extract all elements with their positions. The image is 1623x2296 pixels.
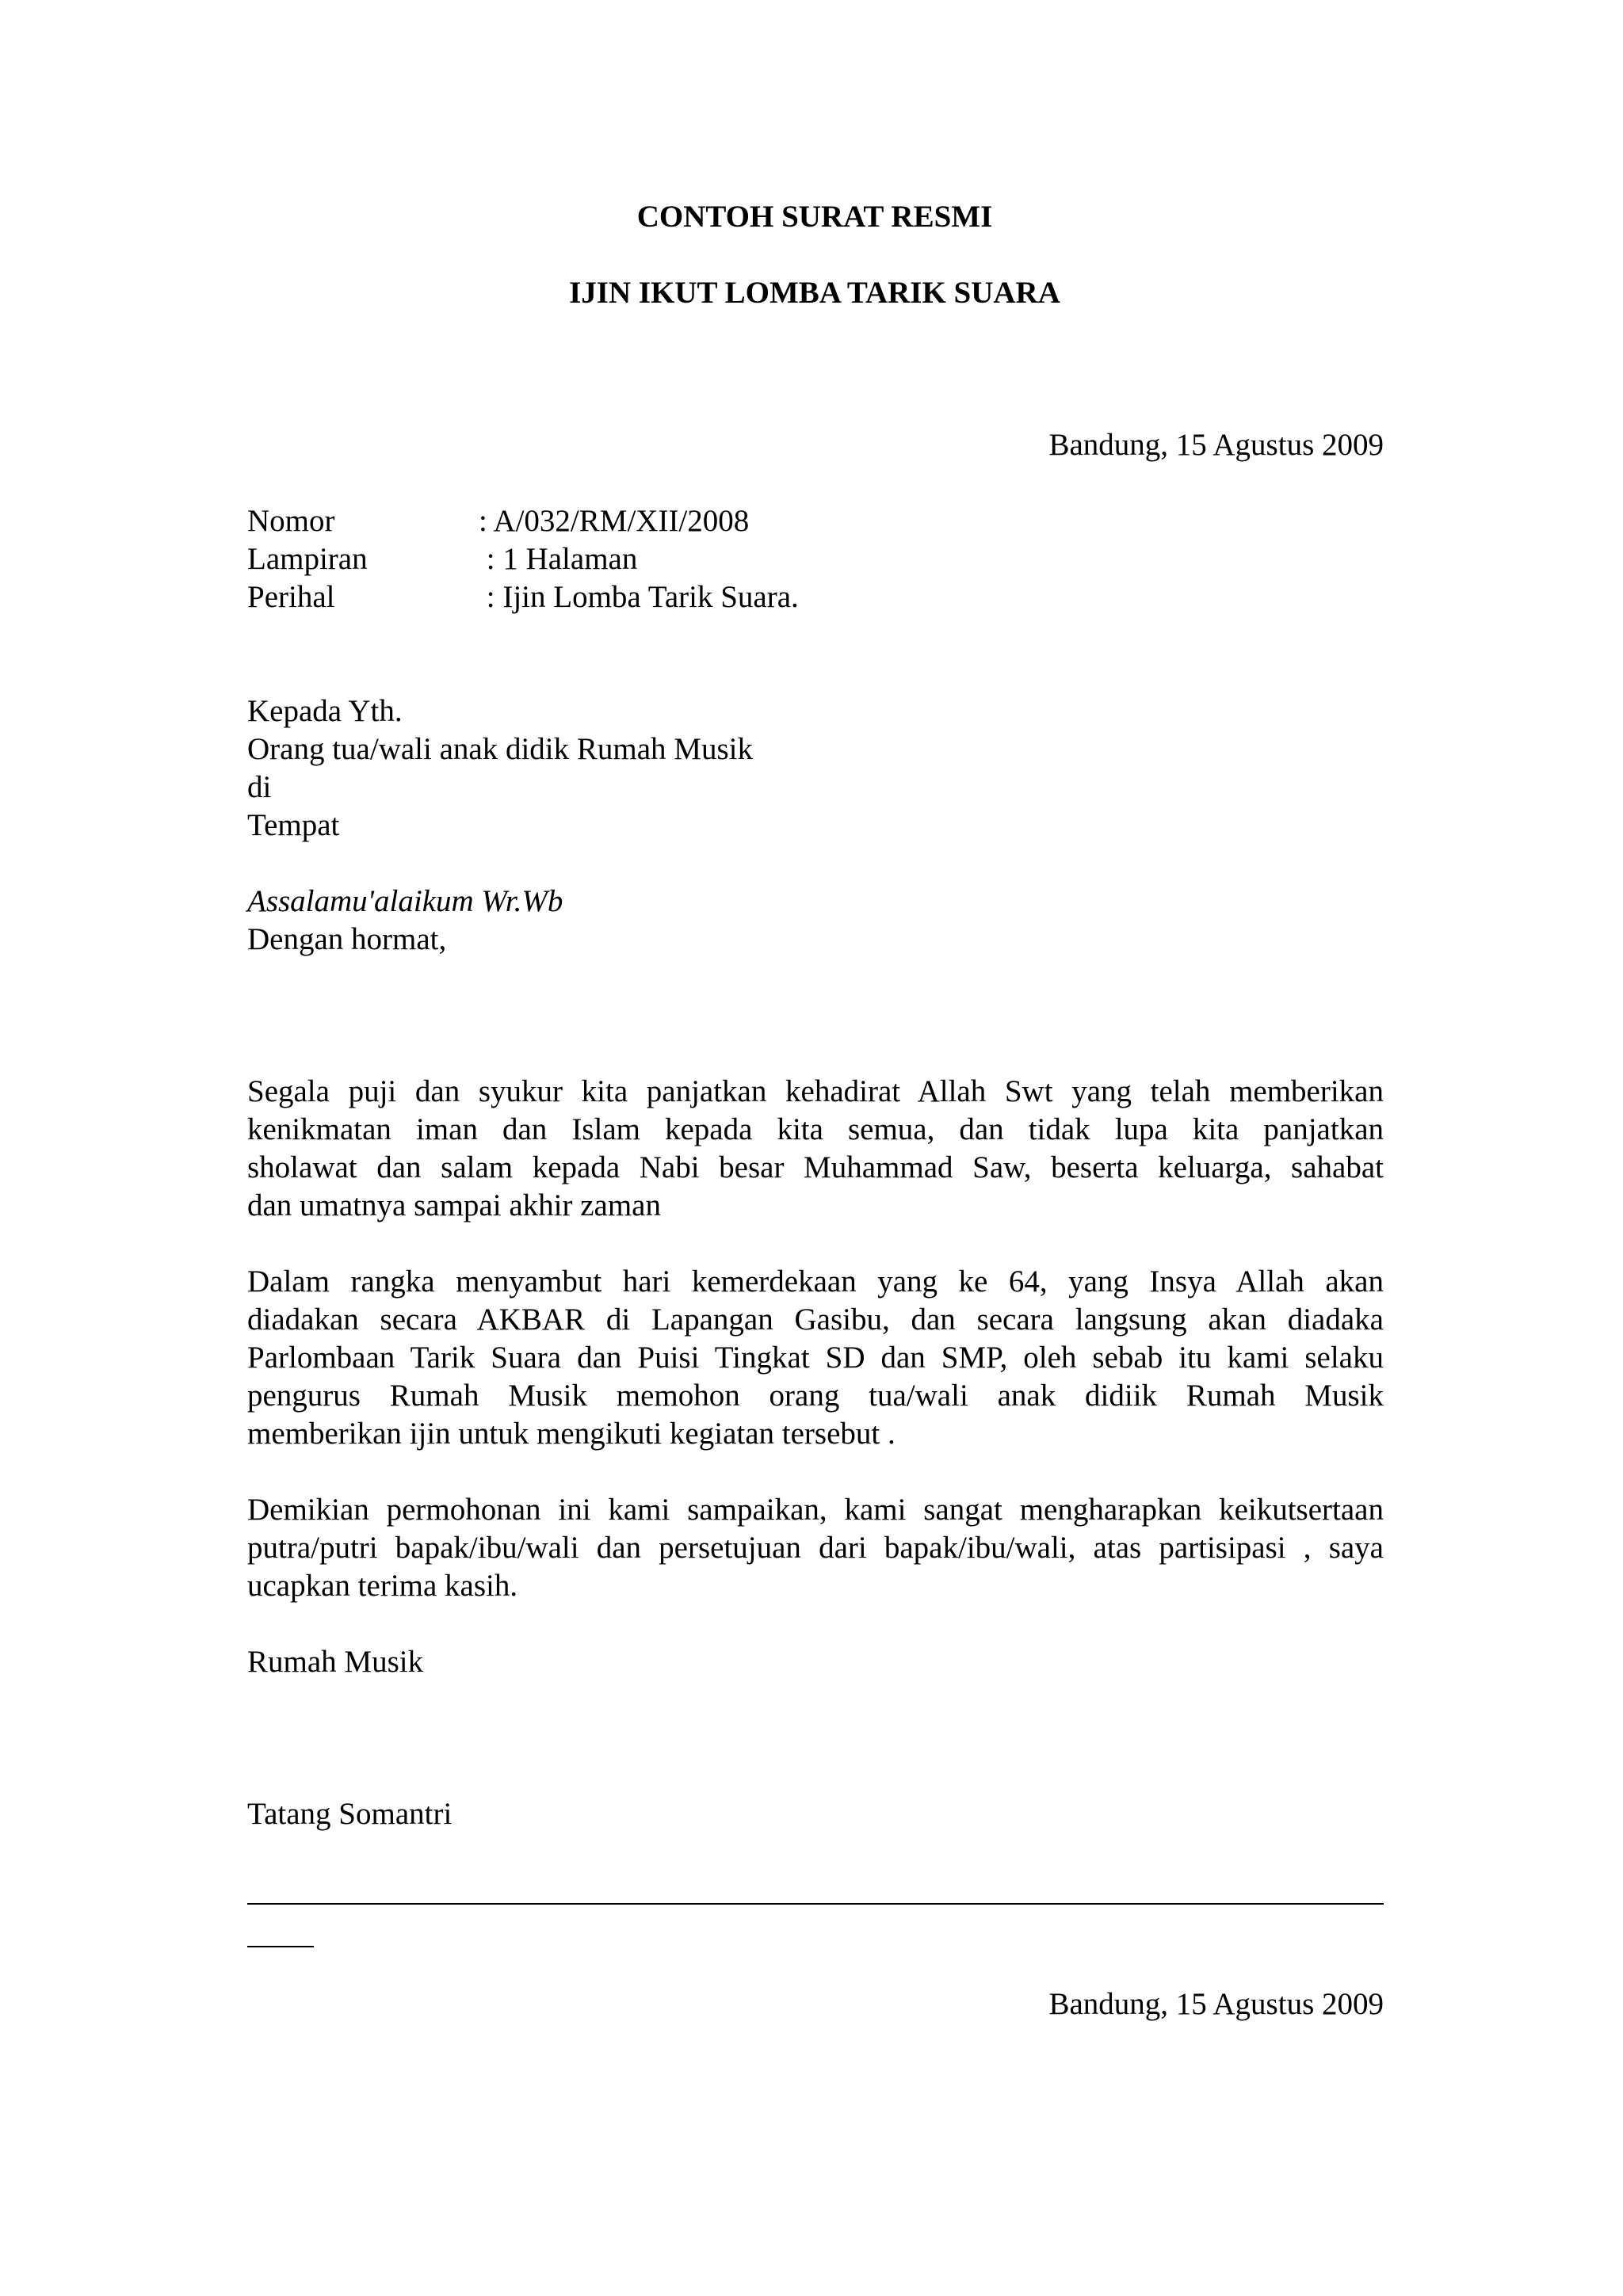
paragraph-2: [247, 1263, 1384, 1453]
meta-label: Perihal: [247, 580, 335, 614]
letter-date-top: Bandung, 15 Agustus 2009: [1048, 428, 1384, 462]
paragraph-line: Demikian permohonan ini kami sampaikan, kami sangat mengharapkan keikutsertaan: [247, 1493, 1384, 1527]
recipient-line: di: [247, 770, 272, 804]
meta-label: Nomor: [247, 504, 335, 538]
meta-value: : 1 Halaman: [479, 542, 638, 576]
paragraph-line: Parlombaan Tarik Suara dan Puisi Tingkat SD dan SMP, oleh sebab itu kami selaku: [247, 1341, 1384, 1375]
letter-date-bottom: Bandung, 15 Agustus 2009: [1048, 1987, 1384, 2021]
paragraph-line: ucapkan terima kasih.: [247, 1569, 518, 1603]
meta-row-nomor: [247, 502, 749, 540]
paragraph-line: memberikan ijin untuk mengikuti kegiatan tersebut .: [247, 1417, 896, 1451]
greeting-islamic: Assalamu'alaikum Wr.Wb: [247, 884, 563, 918]
paragraph-1: [247, 1073, 1384, 1225]
meta-label: Lampiran: [247, 542, 368, 576]
letter-subtitle: IJIN IKUT LOMBA TARIK SUARA: [569, 276, 1060, 310]
paragraph-line: putra/putri bapak/ibu/wali dan persetujuan dari bapak/ibu/wali, atas partisipasi , saya: [247, 1531, 1384, 1565]
paragraph-line: diadakan secara AKBAR di Lapangan Gasibu, dan secara langsung akan diadaka: [247, 1302, 1384, 1337]
paragraph-line: sholawat dan salam kepada Nabi besar Muhammad Saw, beserta keluarga, sahabat: [247, 1150, 1384, 1184]
recipient-line: Tempat: [247, 808, 340, 842]
meta-value: : A/032/RM/XII/2008: [479, 504, 750, 538]
meta-row-perihal: [247, 578, 799, 616]
divider-line: [247, 1903, 1384, 1905]
paragraph-line: Dalam rangka menyambut hari kemerdekaan yang ke 64, yang Insya Allah akan: [247, 1264, 1384, 1299]
paragraph-line: Segala puji dan syukur kita panjatkan kehadirat Allah Swt yang telah memberikan: [247, 1074, 1384, 1108]
paragraph-line: pengurus Rumah Musik memohon orang tua/wali anak didiik Rumah Musik: [247, 1379, 1384, 1413]
recipient-line: Orang tua/wali anak didik Rumah Musik: [247, 732, 753, 766]
paragraph-line: dan umatnya sampai akhir zaman: [247, 1188, 661, 1222]
paragraph-3: [247, 1491, 1384, 1605]
sender-org: Rumah Musik: [247, 1645, 424, 1679]
signatory-name: Tatang Somantri: [247, 1797, 453, 1831]
meta-row-lampiran: [247, 540, 637, 578]
paragraph-line: kenikmatan iman dan Islam kepada kita semua, dan tidak lupa kita panjatkan: [247, 1112, 1384, 1146]
meta-value: : Ijin Lomba Tarik Suara.: [479, 580, 799, 614]
divider-line-short: [247, 1946, 314, 1947]
letter-title: CONTOH SURAT RESMI: [636, 200, 993, 234]
greeting: Dengan hormat,: [247, 922, 447, 956]
recipient-line: Kepada Yth.: [247, 694, 403, 728]
